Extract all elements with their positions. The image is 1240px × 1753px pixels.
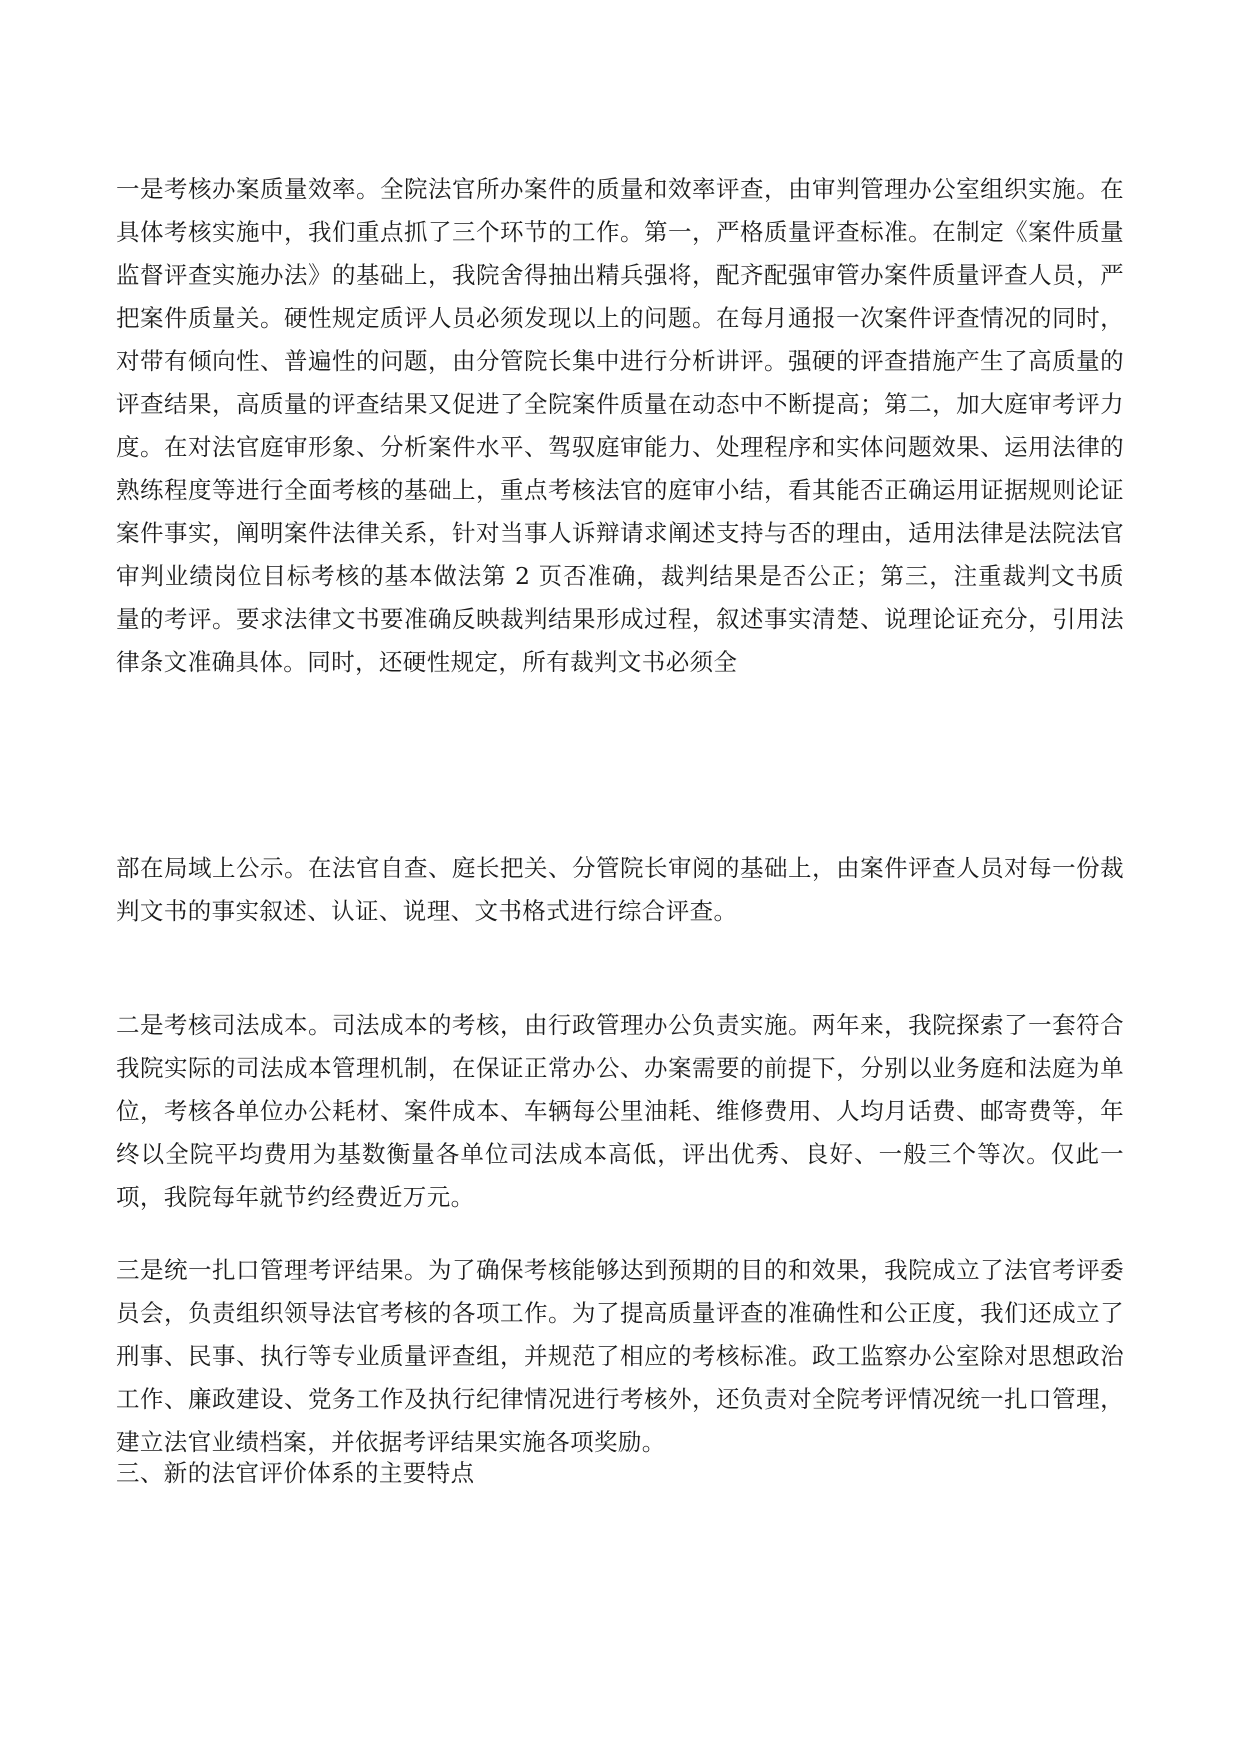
paragraph-unified-results-management: 三是统一扎口管理考评结果。为了确保考核能够达到预期的目的和效果，我院成立了法官考评委员会，负责组织领导法官考核的各项工作。为了提高质量评查的准确性和公正度，我们还成立了刑事、民事、执行等专业质量评查组，并规范了相应的考核标准。政工监察办公室除对思想政治工作、廉政建设、党务工作及执行纪律情况进行考核外，还负责对全院考评情况统一扎口管理，建立法官业绩档案，并依据考评结果实施各项奖励。 xyxy=(116,1256,1124,1456)
paragraph-case-quality-assessment: 一是考核办案质量效率。全院法官所办案件的质量和效率评查，由审判管理办公室组织实施。在具体考核实施中，我们重点抓了三个环节的工作。第一，严格质量评查标准。在制定《案件质量监督评查实施办法》的基础上，我院舍得抽出精兵强将，配齐配强审管办案件质量评查人员，严把案件质量关。硬性规定质评人员必须发现以上的问题。在每月通报一次案件评查情况的同时，对带有倾向性、普遍性的问题，由分管院长集中进行分析讲评。强硬的评查措施产生了高质量的评查结果，高质量的评查结果又促进了全院案件质量在动态中不断提高；第二，加大庭审考评力度。在对法官庭审形象、分析案件水平、驾驭庭审能力、处理程序和实体问题效果、运用法律的熟练程度等进行全面考核的基础上，重点考核法官的庭审小结，看其能否正确运用证据规则论证案件事实，阐明案件法律关系，针对当事人诉辩请求阐述支持与否的理由，适用法律是法院法官审判业绩岗位目标考核的基本做法第 2 页否准确，裁判结果是否公正；第三，注重裁判文书质量的考评。要求法律文书要准确反映裁判结果形成过程，叙述事实清楚、说理论证充分，引用法律条文准确具体。同时，还硬性规定，所有裁判文书必须全 xyxy=(116,175,1124,676)
paragraph-judgment-publication: 部在局域上公示。在法官自查、庭长把关、分管院长审阅的基础上，由案件评查人员对每一份裁判文书的事实叙述、认证、说理、文书格式进行综合评查。 xyxy=(116,854,1124,925)
section-heading-main-features: 三、新的法官评价体系的主要特点 xyxy=(116,1459,475,1487)
paragraph-judicial-cost-assessment: 二是考核司法成本。司法成本的考核，由行政管理办公负责实施。两年来，我院探索了一套符合我院实际的司法成本管理机制，在保证正常办公、办案需要的前提下，分别以业务庭和法庭为单位，考核各单位办公耗材、案件成本、车辆每公里油耗、维修费用、人均月话费、邮寄费等，年终以全院平均费用为基数衡量各单位司法成本高低，评出优秀、良好、一般三个等次。仅此一项，我院每年就节约经费近万元。 xyxy=(116,1011,1124,1211)
